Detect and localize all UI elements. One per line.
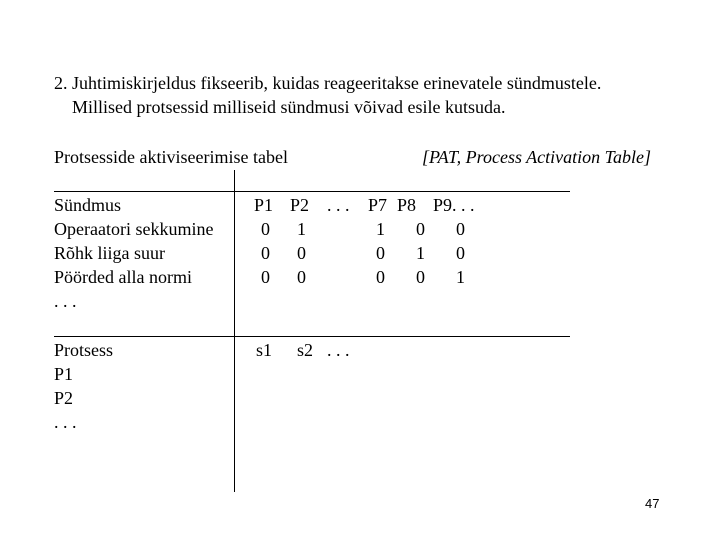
process-row-label: . . . (54, 412, 77, 432)
event-row-value: 0 (376, 243, 385, 263)
event-row-value: 0 (261, 243, 270, 263)
event-row-value: 0 (416, 219, 425, 239)
events-col-p1: P1 (254, 195, 274, 215)
event-row-value: 0 (261, 219, 270, 239)
event-row-value: 0 (376, 267, 385, 287)
heading-line-1: 2. Juhtimiskirjeldus fikseerib, kuidas reageeritakse erinevatele sündmustele. (54, 73, 602, 93)
event-row-value: 0 (456, 243, 465, 263)
event-row-label: Rõhk liiga suur (54, 243, 165, 263)
events-col-ellipsis: . . . (327, 195, 350, 215)
event-row-label: Operaatori sekkumine (54, 219, 214, 239)
events-ellipsis: . . . (54, 291, 77, 311)
event-row-value: 1 (416, 243, 425, 263)
processes-col-s1: s1 (256, 340, 273, 360)
event-row-value: 0 (416, 267, 425, 287)
processes-header-label: Protsess (54, 340, 114, 360)
events-col-p2: P2 (290, 195, 310, 215)
processes-col-s2: s2 (297, 340, 314, 360)
event-row-value: 1 (376, 219, 385, 239)
event-row-value: 1 (297, 219, 306, 239)
events-header-label: Sündmus (54, 195, 122, 215)
processes-header-rule (54, 336, 570, 337)
table-title: Protsesside aktiviseerimise tabel (54, 147, 288, 167)
event-row-value: 1 (456, 267, 465, 287)
processes-col-ellipsis: . . . (327, 340, 350, 360)
event-row-label: Pöörded alla normi (54, 267, 192, 287)
events-col-p8: P8 (397, 195, 417, 215)
heading-line-2: Millised protsessid milliseid sündmusi võivad esile kutsuda. (72, 97, 506, 117)
process-row-label: P2 (54, 388, 74, 408)
event-row-value: 0 (297, 267, 306, 287)
events-col-p9: P9. . . (433, 195, 475, 215)
events-header-rule (54, 191, 570, 192)
event-row-value: 0 (261, 267, 270, 287)
table-vertical-divider (234, 170, 235, 492)
events-col-p7: P7 (368, 195, 388, 215)
table-abbreviation: [PAT, Process Activation Table] (422, 147, 652, 167)
page-number: 47 (645, 496, 660, 511)
process-row-label: P1 (54, 364, 74, 384)
event-row-value: 0 (456, 219, 465, 239)
event-row-value: 0 (297, 243, 306, 263)
